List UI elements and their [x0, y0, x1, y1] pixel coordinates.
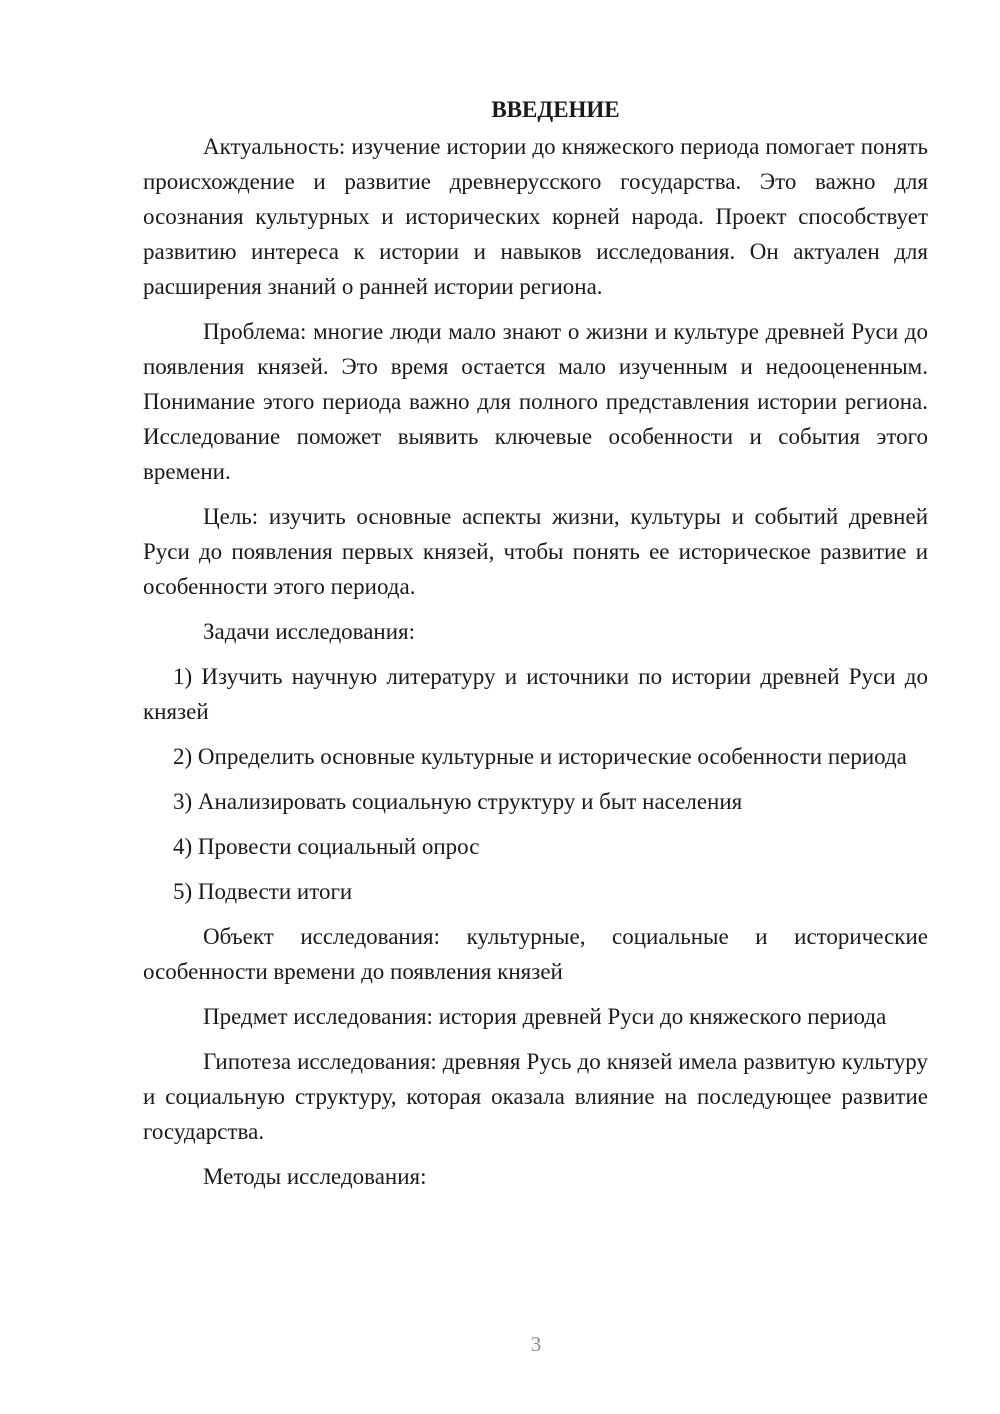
- relevance-paragraph: Актуальность: изучение истории до княжеского периода помогает понять происхождение и развитие древнерусского государства. Это важно для осознания культурных и исторических корней народа. Проект способствует развитию интереса к истории и навыков исследования. Он актуален для расширения знаний о ранней истории региона.: [143, 134, 928, 299]
- problem-paragraph: Проблема: многие люди мало знают о жизни и культуре древней Руси до появления князей. Это время остается мало изученным и недооцененным. Понимание этого периода важно для полного представления истории региона. Исследование поможет выявить ключевые особенности и события этого времени.: [143, 319, 928, 484]
- task-item-2: 2) Определить основные культурные и исторические особенности периода: [173, 744, 907, 769]
- object-paragraph: Объект исследования: культурные, социальные и исторические особенности времени до появления князей: [143, 924, 928, 984]
- page-number: 3: [530, 1332, 542, 1356]
- page-content: [143, 92, 928, 1204]
- task-item-3: 3) Анализировать социальную структуру и быт населения: [173, 789, 743, 814]
- task-item-4: 4) Провести социальный опрос: [173, 834, 480, 859]
- task-item-1: 1) Изучить научную литературу и источники по истории древней Руси до князей: [143, 664, 928, 724]
- goal-paragraph: Цель: изучить основные аспекты жизни, культуры и событий древней Руси до появления первых князей, чтобы понять ее историческое развитие и особенности этого периода.: [143, 504, 928, 599]
- task-item-5: 5) Подвести итоги: [173, 879, 353, 904]
- hypothesis-paragraph: Гипотеза исследования: древняя Русь до князей имела развитую культуру и социальную структуру, которая оказала влияние на последующее развитие государства.: [143, 1049, 928, 1144]
- tasks-heading: Задачи исследования:: [203, 619, 416, 644]
- methods-heading: Методы исследования:: [203, 1164, 427, 1189]
- subject-paragraph: Предмет исследования: история древней Руси до княжеского периода: [203, 1004, 887, 1029]
- section-title: ВВЕДЕНИЕ: [491, 97, 620, 122]
